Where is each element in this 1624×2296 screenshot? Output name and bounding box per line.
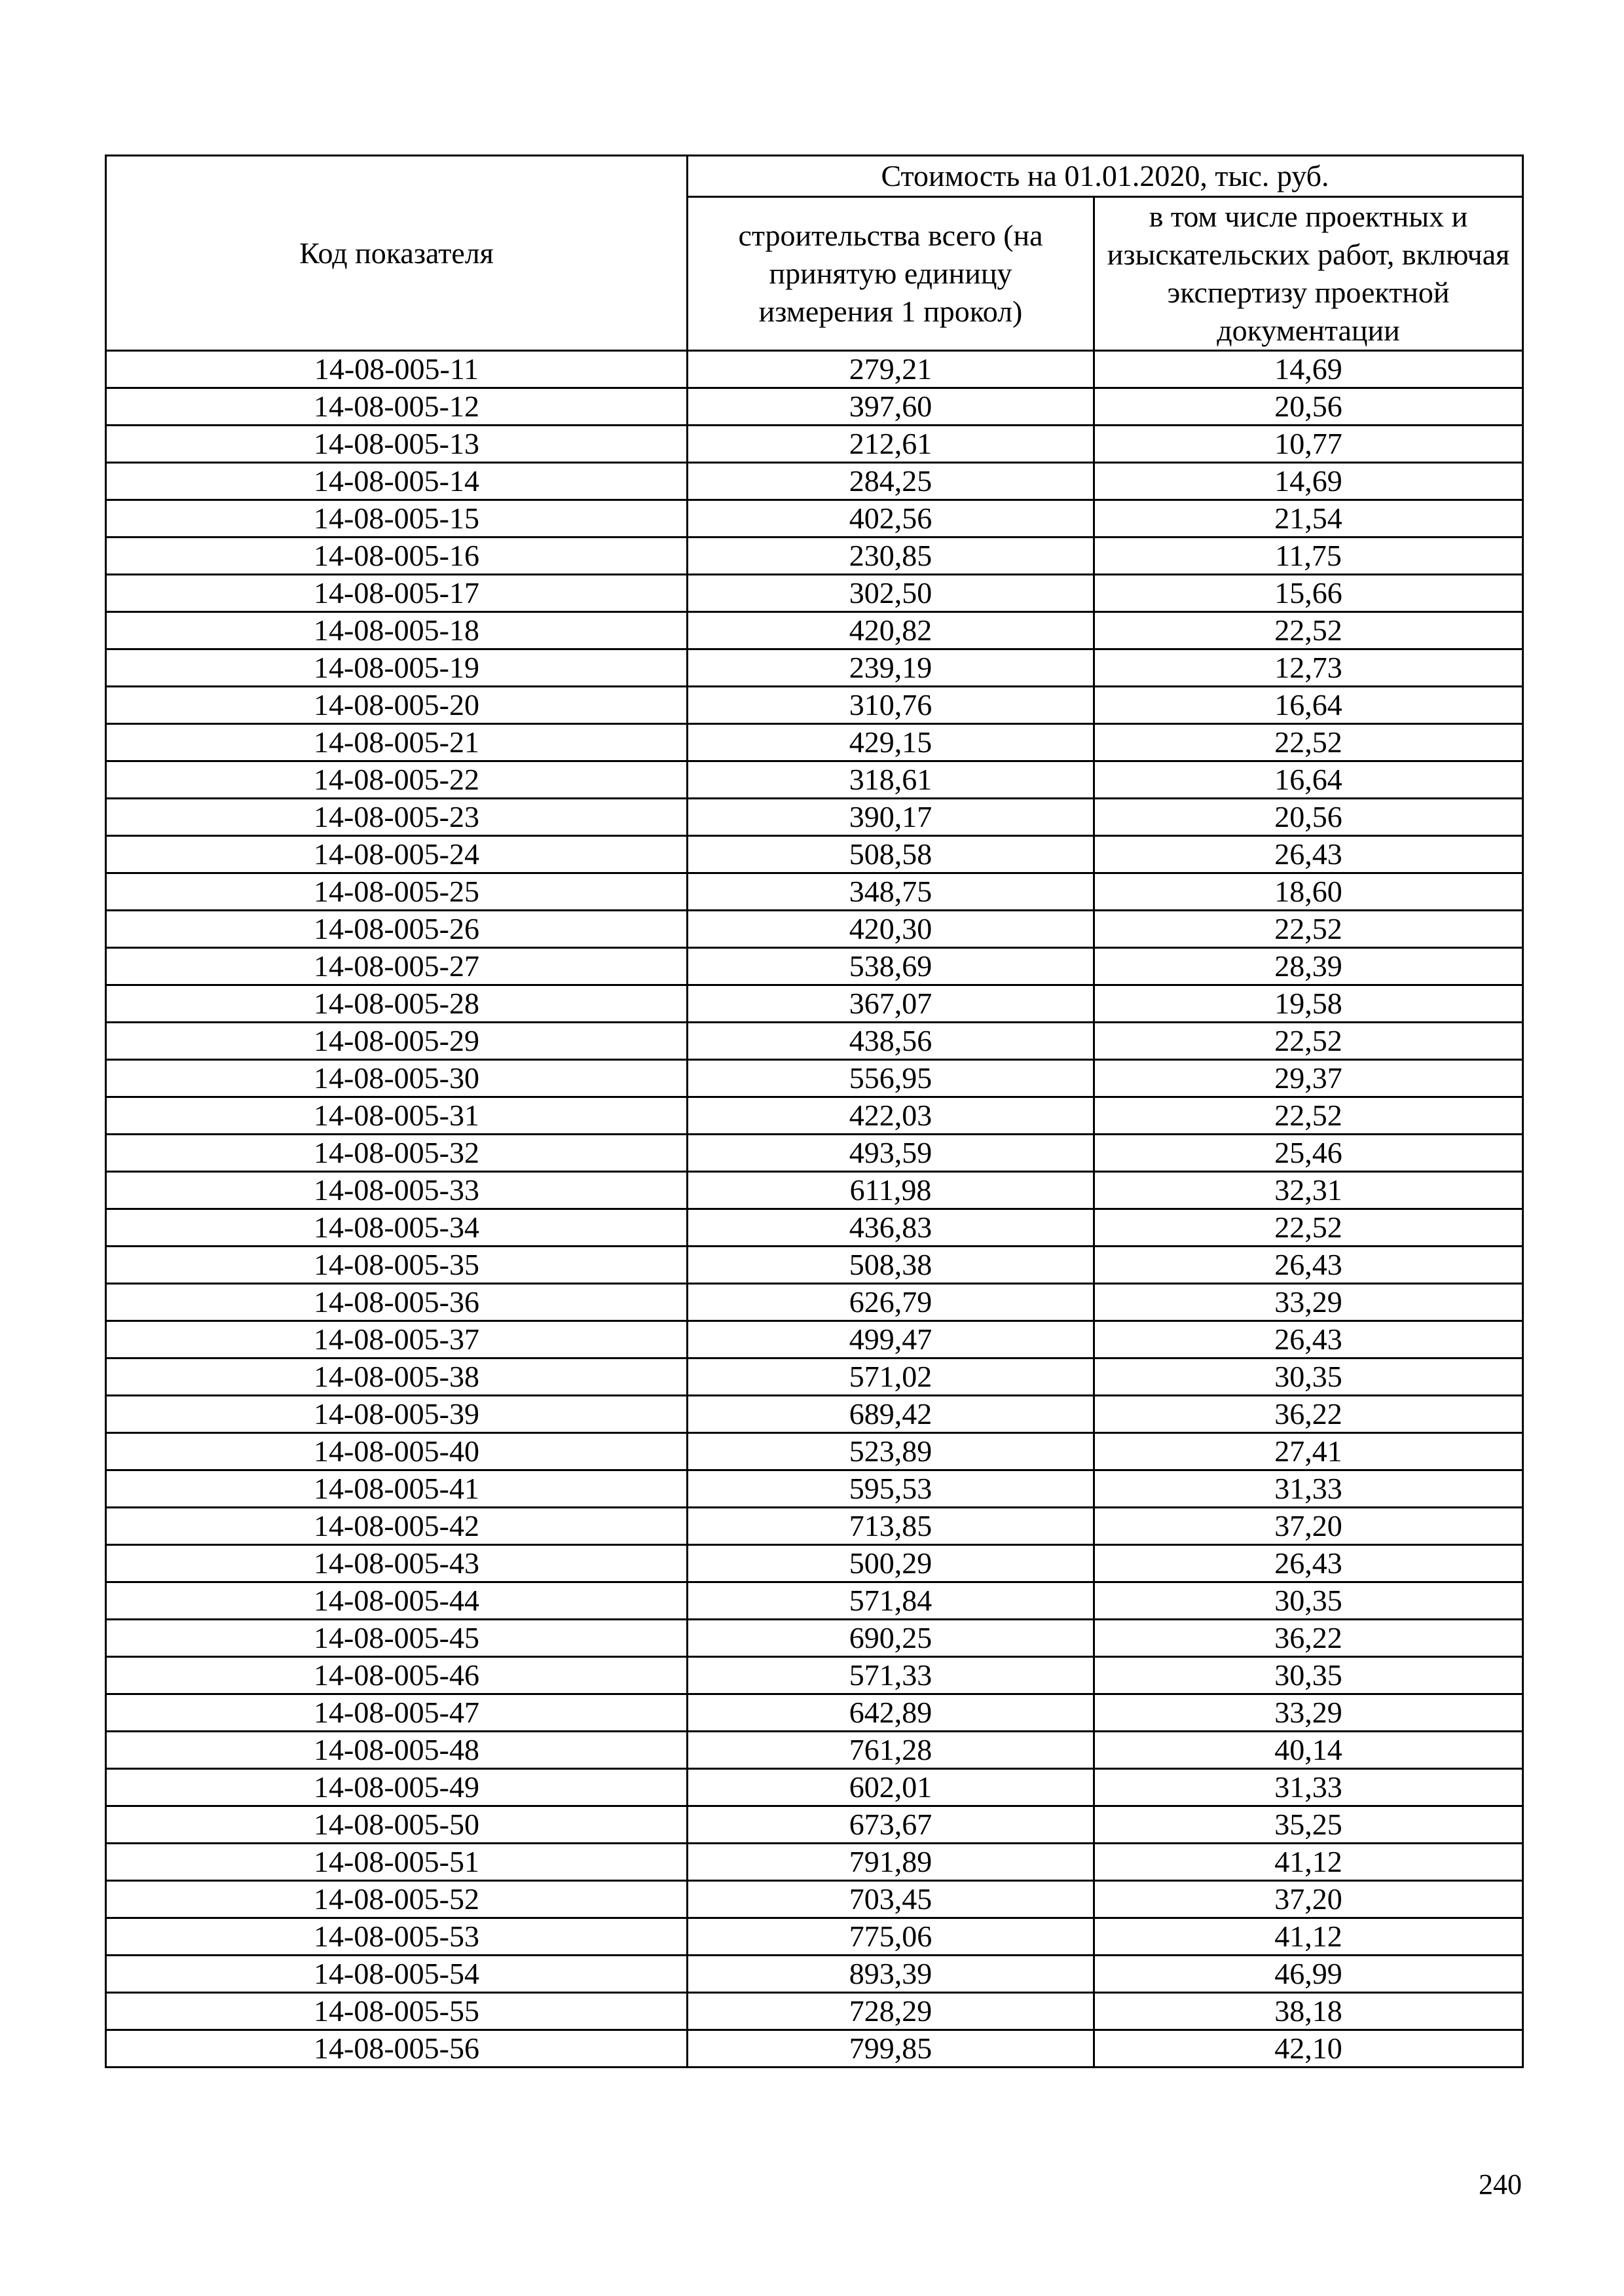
row-design-cost: 25,46 bbox=[1094, 1135, 1523, 1172]
row-total-cost: 348,75 bbox=[688, 873, 1094, 911]
table-row bbox=[106, 538, 1523, 575]
row-code: 14-08-005-54 bbox=[106, 1956, 688, 1993]
row-design-cost: 16,64 bbox=[1094, 761, 1523, 799]
table-row bbox=[106, 1918, 1523, 1956]
row-design-cost: 20,56 bbox=[1094, 799, 1523, 836]
table-row bbox=[106, 1620, 1523, 1657]
table-body bbox=[106, 351, 1523, 2068]
row-design-cost: 33,29 bbox=[1094, 1694, 1523, 1732]
table-row bbox=[106, 911, 1523, 948]
row-design-cost: 31,33 bbox=[1094, 1769, 1523, 1806]
row-design-cost: 35,25 bbox=[1094, 1806, 1523, 1844]
row-code: 14-08-005-12 bbox=[106, 388, 688, 426]
row-code: 14-08-005-24 bbox=[106, 836, 688, 873]
row-total-cost: 775,06 bbox=[688, 1918, 1094, 1956]
table-row bbox=[106, 1470, 1523, 1508]
row-total-cost: 571,33 bbox=[688, 1657, 1094, 1694]
row-total-cost: 422,03 bbox=[688, 1097, 1094, 1135]
row-total-cost: 508,58 bbox=[688, 836, 1094, 873]
row-total-cost: 367,07 bbox=[688, 985, 1094, 1023]
table-row bbox=[106, 687, 1523, 724]
row-total-cost: 438,56 bbox=[688, 1023, 1094, 1060]
row-code: 14-08-005-47 bbox=[106, 1694, 688, 1732]
row-total-cost: 499,47 bbox=[688, 1321, 1094, 1358]
row-code: 14-08-005-35 bbox=[106, 1247, 688, 1284]
row-total-cost: 556,95 bbox=[688, 1060, 1094, 1097]
table-row bbox=[106, 1844, 1523, 1881]
row-code: 14-08-005-17 bbox=[106, 575, 688, 612]
row-total-cost: 761,28 bbox=[688, 1732, 1094, 1769]
row-design-cost: 37,20 bbox=[1094, 1881, 1523, 1918]
row-total-cost: 508,38 bbox=[688, 1247, 1094, 1284]
row-code: 14-08-005-30 bbox=[106, 1060, 688, 1097]
table-row bbox=[106, 873, 1523, 911]
row-total-cost: 703,45 bbox=[688, 1881, 1094, 1918]
row-total-cost: 728,29 bbox=[688, 1993, 1094, 2030]
row-design-cost: 41,12 bbox=[1094, 1844, 1523, 1881]
table-row bbox=[106, 575, 1523, 612]
table-row bbox=[106, 1881, 1523, 1918]
row-code: 14-08-005-55 bbox=[106, 1993, 688, 2030]
row-total-cost: 689,42 bbox=[688, 1396, 1094, 1433]
row-code: 14-08-005-13 bbox=[106, 426, 688, 463]
table-row bbox=[106, 799, 1523, 836]
row-code: 14-08-005-38 bbox=[106, 1358, 688, 1396]
table-row bbox=[106, 1060, 1523, 1097]
cost-table bbox=[105, 155, 1524, 2068]
row-code: 14-08-005-29 bbox=[106, 1023, 688, 1060]
header-design-survey-label: в том числе проектных и изыскательских работ, включая экспертизу проектной документации bbox=[1107, 200, 1510, 347]
row-code: 14-08-005-45 bbox=[106, 1620, 688, 1657]
row-design-cost: 22,52 bbox=[1094, 1097, 1523, 1135]
table-row bbox=[106, 1209, 1523, 1247]
row-design-cost: 32,31 bbox=[1094, 1172, 1523, 1209]
row-design-cost: 30,35 bbox=[1094, 1582, 1523, 1620]
row-design-cost: 41,12 bbox=[1094, 1918, 1523, 1956]
row-total-cost: 230,85 bbox=[688, 538, 1094, 575]
row-total-cost: 500,29 bbox=[688, 1545, 1094, 1582]
table-row bbox=[106, 761, 1523, 799]
row-code: 14-08-005-41 bbox=[106, 1470, 688, 1508]
row-code: 14-08-005-48 bbox=[106, 1732, 688, 1769]
table-row bbox=[106, 463, 1523, 500]
table-row bbox=[106, 2030, 1523, 2068]
row-code: 14-08-005-53 bbox=[106, 1918, 688, 1956]
table-row bbox=[106, 1247, 1523, 1284]
table-row bbox=[106, 1097, 1523, 1135]
row-design-cost: 22,52 bbox=[1094, 612, 1523, 649]
row-code: 14-08-005-16 bbox=[106, 538, 688, 575]
row-design-cost: 14,69 bbox=[1094, 463, 1523, 500]
row-design-cost: 22,52 bbox=[1094, 1023, 1523, 1060]
row-design-cost: 27,41 bbox=[1094, 1433, 1523, 1470]
row-total-cost: 402,56 bbox=[688, 500, 1094, 538]
header-design-survey bbox=[1094, 197, 1523, 351]
table-row bbox=[106, 836, 1523, 873]
table-row bbox=[106, 500, 1523, 538]
row-design-cost: 14,69 bbox=[1094, 351, 1523, 388]
row-code: 14-08-005-18 bbox=[106, 612, 688, 649]
row-total-cost: 239,19 bbox=[688, 649, 1094, 687]
row-code: 14-08-005-40 bbox=[106, 1433, 688, 1470]
row-code: 14-08-005-52 bbox=[106, 1881, 688, 1918]
row-design-cost: 18,60 bbox=[1094, 873, 1523, 911]
row-total-cost: 284,25 bbox=[688, 463, 1094, 500]
row-code: 14-08-005-51 bbox=[106, 1844, 688, 1881]
row-design-cost: 11,75 bbox=[1094, 538, 1523, 575]
row-code: 14-08-005-20 bbox=[106, 687, 688, 724]
row-code: 14-08-005-50 bbox=[106, 1806, 688, 1844]
row-design-cost: 26,43 bbox=[1094, 1321, 1523, 1358]
row-design-cost: 37,20 bbox=[1094, 1508, 1523, 1545]
row-code: 14-08-005-46 bbox=[106, 1657, 688, 1694]
row-code: 14-08-005-56 bbox=[106, 2030, 688, 2068]
row-design-cost: 26,43 bbox=[1094, 1545, 1523, 1582]
row-code: 14-08-005-36 bbox=[106, 1284, 688, 1321]
row-design-cost: 22,52 bbox=[1094, 1209, 1523, 1247]
row-design-cost: 36,22 bbox=[1094, 1620, 1523, 1657]
table-row bbox=[106, 388, 1523, 426]
row-total-cost: 571,84 bbox=[688, 1582, 1094, 1620]
table-row bbox=[106, 1172, 1523, 1209]
row-total-cost: 673,67 bbox=[688, 1806, 1094, 1844]
table-row bbox=[106, 724, 1523, 761]
header-construction-total bbox=[688, 197, 1094, 351]
row-design-cost: 16,64 bbox=[1094, 687, 1523, 724]
table-row bbox=[106, 1284, 1523, 1321]
row-total-cost: 611,98 bbox=[688, 1172, 1094, 1209]
table-row bbox=[106, 426, 1523, 463]
page-number: 240 bbox=[1479, 2168, 1522, 2200]
row-total-cost: 571,02 bbox=[688, 1358, 1094, 1396]
row-total-cost: 791,89 bbox=[688, 1844, 1094, 1881]
row-code: 14-08-005-42 bbox=[106, 1508, 688, 1545]
table-row bbox=[106, 1806, 1523, 1844]
row-total-cost: 302,50 bbox=[688, 575, 1094, 612]
row-design-cost: 22,52 bbox=[1094, 911, 1523, 948]
row-code: 14-08-005-14 bbox=[106, 463, 688, 500]
table-row bbox=[106, 1732, 1523, 1769]
row-code: 14-08-005-26 bbox=[106, 911, 688, 948]
row-design-cost: 10,77 bbox=[1094, 426, 1523, 463]
row-total-cost: 279,21 bbox=[688, 351, 1094, 388]
header-cost-group-label: Стоимость на 01.01.2020, тыс. руб. bbox=[881, 159, 1329, 192]
row-total-cost: 318,61 bbox=[688, 761, 1094, 799]
table-row bbox=[106, 1582, 1523, 1620]
row-total-cost: 538,69 bbox=[688, 948, 1094, 985]
row-code: 14-08-005-11 bbox=[106, 351, 688, 388]
row-total-cost: 397,60 bbox=[688, 388, 1094, 426]
table-row bbox=[106, 1321, 1523, 1358]
table-row bbox=[106, 1396, 1523, 1433]
row-total-cost: 799,85 bbox=[688, 2030, 1094, 2068]
row-code: 14-08-005-28 bbox=[106, 985, 688, 1023]
row-total-cost: 493,59 bbox=[688, 1135, 1094, 1172]
row-code: 14-08-005-39 bbox=[106, 1396, 688, 1433]
row-code: 14-08-005-25 bbox=[106, 873, 688, 911]
row-design-cost: 19,58 bbox=[1094, 985, 1523, 1023]
row-design-cost: 38,18 bbox=[1094, 1993, 1523, 2030]
table-row bbox=[106, 1657, 1523, 1694]
row-code: 14-08-005-15 bbox=[106, 500, 688, 538]
row-design-cost: 28,39 bbox=[1094, 948, 1523, 985]
row-code: 14-08-005-19 bbox=[106, 649, 688, 687]
row-design-cost: 21,54 bbox=[1094, 500, 1523, 538]
row-total-cost: 390,17 bbox=[688, 799, 1094, 836]
table-row bbox=[106, 351, 1523, 388]
row-total-cost: 690,25 bbox=[688, 1620, 1094, 1657]
row-total-cost: 602,01 bbox=[688, 1769, 1094, 1806]
row-design-cost: 31,33 bbox=[1094, 1470, 1523, 1508]
header-construction-total-label: строительства всего (на принятую единицу измерения 1 прокол) bbox=[738, 219, 1043, 328]
row-design-cost: 30,35 bbox=[1094, 1358, 1523, 1396]
row-design-cost: 29,37 bbox=[1094, 1060, 1523, 1097]
row-code: 14-08-005-27 bbox=[106, 948, 688, 985]
row-total-cost: 420,82 bbox=[688, 612, 1094, 649]
table-row bbox=[106, 1433, 1523, 1470]
row-code: 14-08-005-32 bbox=[106, 1135, 688, 1172]
row-total-cost: 310,76 bbox=[688, 687, 1094, 724]
row-code: 14-08-005-21 bbox=[106, 724, 688, 761]
row-code: 14-08-005-49 bbox=[106, 1769, 688, 1806]
row-total-cost: 436,83 bbox=[688, 1209, 1094, 1247]
header-code bbox=[106, 156, 688, 351]
row-total-cost: 212,61 bbox=[688, 426, 1094, 463]
row-code: 14-08-005-34 bbox=[106, 1209, 688, 1247]
row-design-cost: 12,73 bbox=[1094, 649, 1523, 687]
row-design-cost: 40,14 bbox=[1094, 1732, 1523, 1769]
row-total-cost: 642,89 bbox=[688, 1694, 1094, 1732]
table-row bbox=[106, 1358, 1523, 1396]
row-total-cost: 429,15 bbox=[688, 724, 1094, 761]
row-design-cost: 36,22 bbox=[1094, 1396, 1523, 1433]
table-row bbox=[106, 1694, 1523, 1732]
row-code: 14-08-005-33 bbox=[106, 1172, 688, 1209]
row-code: 14-08-005-44 bbox=[106, 1582, 688, 1620]
row-design-cost: 46,99 bbox=[1094, 1956, 1523, 1993]
row-design-cost: 33,29 bbox=[1094, 1284, 1523, 1321]
row-code: 14-08-005-22 bbox=[106, 761, 688, 799]
row-design-cost: 42,10 bbox=[1094, 2030, 1523, 2068]
table-row bbox=[106, 985, 1523, 1023]
table-row bbox=[106, 1023, 1523, 1060]
row-total-cost: 523,89 bbox=[688, 1433, 1094, 1470]
row-total-cost: 595,53 bbox=[688, 1470, 1094, 1508]
row-design-cost: 20,56 bbox=[1094, 388, 1523, 426]
table-row bbox=[106, 948, 1523, 985]
table-row bbox=[106, 1135, 1523, 1172]
row-code: 14-08-005-31 bbox=[106, 1097, 688, 1135]
row-design-cost: 26,43 bbox=[1094, 836, 1523, 873]
table-row bbox=[106, 1508, 1523, 1545]
row-total-cost: 420,30 bbox=[688, 911, 1094, 948]
header-cost-group bbox=[688, 156, 1523, 197]
row-total-cost: 626,79 bbox=[688, 1284, 1094, 1321]
row-total-cost: 713,85 bbox=[688, 1508, 1094, 1545]
table-row bbox=[106, 1993, 1523, 2030]
header-code-label: Код показателя bbox=[299, 236, 494, 270]
table-row bbox=[106, 1956, 1523, 1993]
table-row bbox=[106, 1769, 1523, 1806]
row-design-cost: 22,52 bbox=[1094, 724, 1523, 761]
row-code: 14-08-005-37 bbox=[106, 1321, 688, 1358]
row-design-cost: 30,35 bbox=[1094, 1657, 1523, 1694]
row-code: 14-08-005-23 bbox=[106, 799, 688, 836]
table-row bbox=[106, 612, 1523, 649]
table-row bbox=[106, 649, 1523, 687]
table-row bbox=[106, 1545, 1523, 1582]
row-design-cost: 26,43 bbox=[1094, 1247, 1523, 1284]
row-design-cost: 15,66 bbox=[1094, 575, 1523, 612]
row-total-cost: 893,39 bbox=[688, 1956, 1094, 1993]
row-code: 14-08-005-43 bbox=[106, 1545, 688, 1582]
table-header bbox=[106, 156, 1523, 351]
